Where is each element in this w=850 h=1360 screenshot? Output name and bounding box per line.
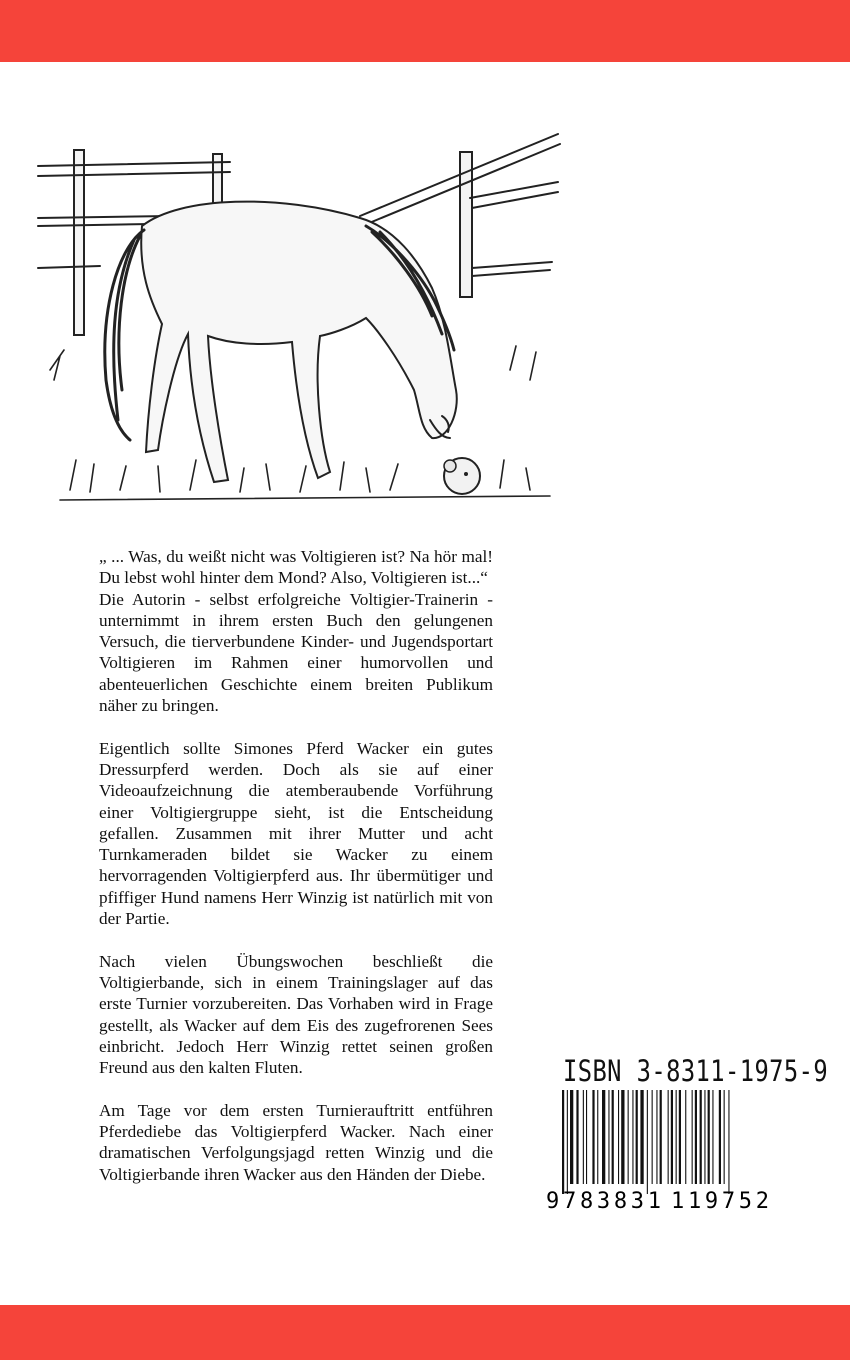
bottom-red-band xyxy=(0,1305,850,1360)
barcode-bar xyxy=(570,1090,573,1184)
barcode-bar xyxy=(597,1090,598,1184)
barcode-bar xyxy=(724,1090,725,1184)
barcode-bar xyxy=(647,1090,648,1194)
blurb-paragraph-4: Am Tage vor dem ersten Turnierauftritt entführen Pferdediebe das Voltigierpferd Wacker. Nach einer dramatischen Verfolgungsjagd retten Winzig und die Voltigierbande ihren Wacker aus den Händen der Diebe. xyxy=(99,1100,493,1184)
barcode-bar xyxy=(640,1090,643,1184)
barcode-bar xyxy=(685,1090,686,1184)
isbn-label: ISBN 3-8311-1975-9 xyxy=(563,1054,829,1088)
barcode-digit-group-left: 783831 xyxy=(563,1189,661,1214)
barcode-bar xyxy=(612,1090,614,1184)
barcode-bar xyxy=(636,1090,638,1184)
barcode-bar xyxy=(695,1090,697,1184)
barcode-bar xyxy=(676,1090,677,1184)
barcode-bar xyxy=(562,1090,564,1194)
barcode-bar xyxy=(719,1090,721,1184)
blurb-quote: „ ... Was, du weißt nicht was Voltigieren ist? Na hör mal! Du lebst wohl hinter dem Mond? Also, Voltigieren ist...“ xyxy=(99,547,493,588)
barcode-bar xyxy=(576,1090,578,1184)
barcode-bar xyxy=(679,1090,681,1184)
barcode-bar xyxy=(704,1090,705,1184)
barcode-bar xyxy=(712,1090,713,1184)
barcode-bar xyxy=(567,1090,568,1194)
dog-ear-icon xyxy=(444,460,456,472)
horse-body xyxy=(141,202,457,482)
barcode-bar xyxy=(618,1090,619,1184)
blurb-paragraph-3: Nach vielen Übungswochen beschließt die Voltigierbande, sich in einem Trainingslager auf das erste Turnier vorzubereiten. Das Vorhaben wird in Frage gestellt, als Wacker auf dem Eis des zugefrorenen Sees einbricht. Jedoch Herr Winzig rettet seinen großen Freund aus den kalten Fluten. xyxy=(99,951,493,1078)
barcode-bar xyxy=(668,1090,669,1184)
barcode-bar xyxy=(700,1090,702,1184)
barcode-bar xyxy=(656,1090,657,1184)
barcode-bar xyxy=(583,1090,584,1184)
barcode-bar xyxy=(671,1090,673,1184)
barcode-digit-lead: 9 xyxy=(546,1189,560,1214)
blurb-paragraph-2: Eigentlich sollte Simones Pferd Wacker ein gutes Dressurpferd werden. Doch als sie auf einer Videoaufzeichnung die atemberaubende Vorführung einer Voltigiergruppe sieht, ist die Entscheidung gefallen. Zusammen mit ihrer Mutter und acht Turnkameraden bildet sie Wacker zu einem hervorragenden Voltigierpferd aus. Ihr übermütiger und pfiffiger Hund namens Herr Winzig ist natürlich mit von der Partie. xyxy=(99,738,493,929)
barcode-bar xyxy=(652,1090,653,1184)
barcode-bar xyxy=(632,1090,633,1184)
barcode-bar xyxy=(628,1090,629,1184)
barcode-bar xyxy=(586,1090,587,1184)
barcode-bar xyxy=(608,1090,609,1184)
back-cover-blurb xyxy=(99,546,493,1185)
blurb-intro: Die Autorin - selbst erfolgreiche Voltigier-Trainerin - unternimmt in ihrem ersten Buch den gelungenen Versuch, die tierverbundene Kinder- und Jugendsportart Voltigieren im Rahmen einer humorvollen und abenteuerlichen Geschichte einem breiten Publikum näher zu bringen. xyxy=(99,589,493,716)
barcode-bar xyxy=(708,1090,710,1184)
barcode-digit-group-right: 119752 xyxy=(671,1189,769,1214)
fence-post-left xyxy=(74,150,84,335)
barcode-bar xyxy=(592,1090,594,1184)
horse-tail xyxy=(105,230,144,440)
dog-eye-icon xyxy=(464,472,468,476)
top-red-band xyxy=(0,0,850,62)
barcode-bar xyxy=(621,1090,624,1184)
barcode-bar xyxy=(660,1090,662,1184)
barcode-bar xyxy=(602,1090,605,1184)
isbn-barcode xyxy=(546,1090,786,1214)
barcode-bars xyxy=(562,1090,730,1194)
barcode-bar xyxy=(692,1090,693,1184)
horse-grazing-illustration xyxy=(30,120,570,540)
barcode-bar xyxy=(728,1090,729,1194)
